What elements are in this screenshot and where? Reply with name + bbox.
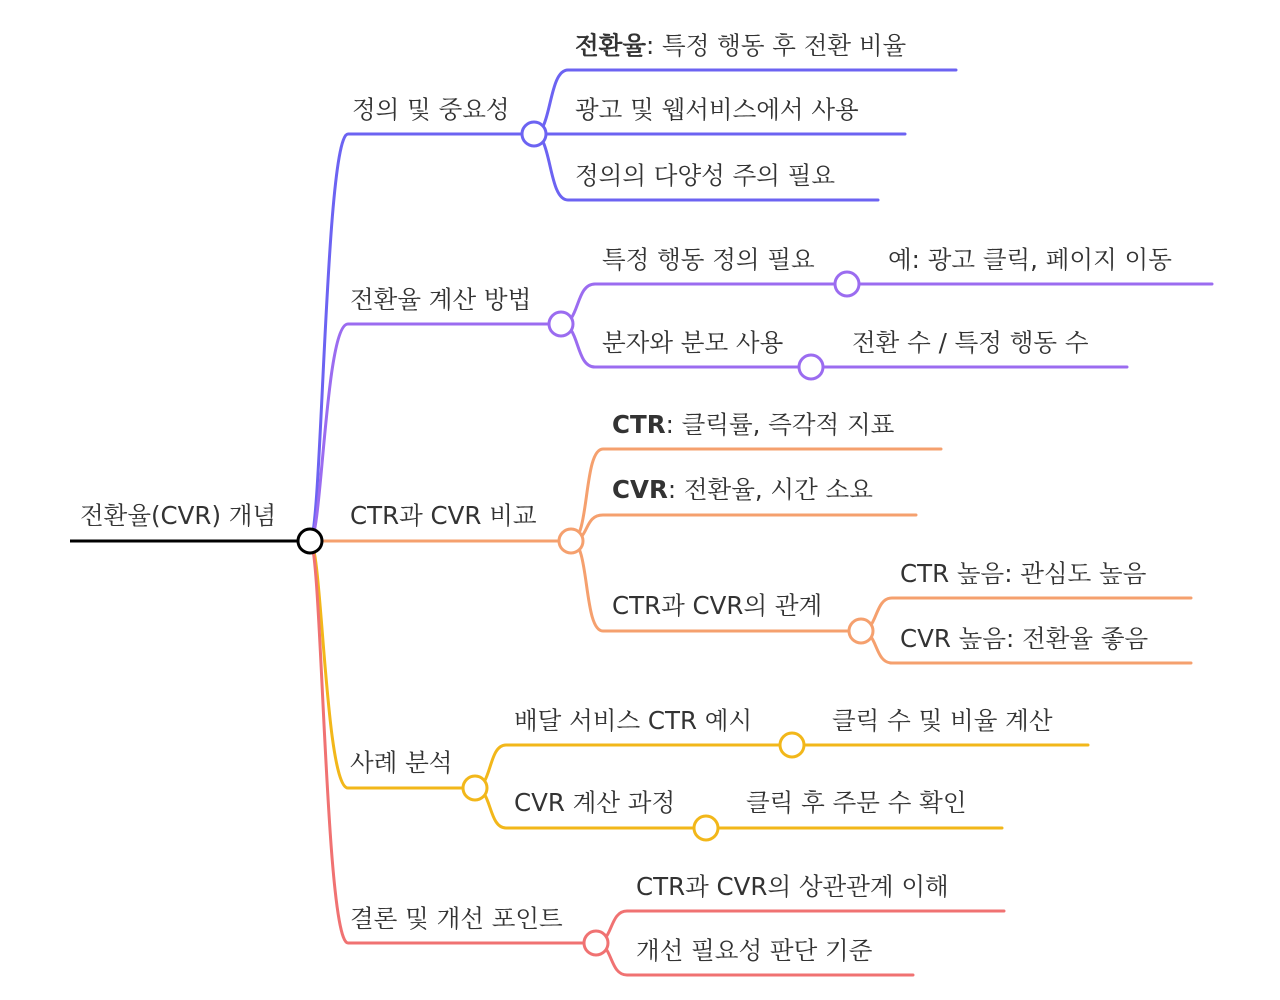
comparison-c2-rest: : 전환율, 시간 소요 [667,475,873,504]
calculation-node-circle[interactable] [549,312,573,336]
definition-node-circle[interactable] [522,122,546,146]
definition-c1-bold: 전환율 [575,31,647,60]
edge-case-c1 [475,745,792,788]
case-c2-label: CVR 계산 과정 [514,788,676,817]
definition-c1-label [575,31,907,60]
conclusion-label: 결론 및 개선 포인트 [350,904,563,933]
conclusion-c2-label: 개선 필요성 판단 기준 [636,936,873,965]
conclusion-c1-label: CTR과 CVR의 상관관계 이해 [636,872,949,901]
comparison-c2-label [612,475,873,504]
case-c2-node-circle[interactable] [694,816,718,840]
case-node-circle[interactable] [463,776,487,800]
comparison-label: CTR과 CVR 비교 [350,501,537,530]
comparison-c3-g1-label: CTR 높음: 관심도 높음 [900,559,1147,588]
definition-c1-rest: : 특정 행동 후 전환 비율 [646,31,907,60]
root-node-circle[interactable] [298,529,322,553]
conclusion-node-circle[interactable] [584,931,608,955]
definition-c2-label: 광고 및 웹서비스에서 사용 [575,95,859,124]
calculation-c2-label: 분자와 분모 사용 [602,328,784,357]
calculation-c2-g1-label: 전환 수 / 특정 행동 수 [852,328,1089,357]
edge-comparison-c2 [571,515,916,541]
edge-root-conclusion [310,541,596,943]
calculation-label: 전환율 계산 방법 [350,285,532,314]
edge-calculation-c1 [561,284,847,324]
root-label: 전환율(CVR) 개념 [80,501,277,530]
comparison-c1-rest: : 클릭률, 즉각적 지표 [665,410,895,439]
case-c2-g1-label: 클릭 후 주문 수 확인 [746,788,967,817]
case-label: 사례 분석 [350,748,453,777]
comparison-c2-bold: CVR [612,475,668,504]
comparison-c3-node-circle[interactable] [849,619,873,643]
case-c1-node-circle[interactable] [780,733,804,757]
case-c1-label: 배달 서비스 CTR 예시 [514,706,753,735]
definition-label: 정의 및 중요성 [352,95,510,124]
calculation-c1-label: 특정 행동 정의 필요 [602,245,815,274]
calculation-c2-node-circle[interactable] [799,355,823,379]
comparison-c1-bold: CTR [612,410,666,439]
edge-root-definition [310,134,534,541]
comparison-c1-label [612,410,895,439]
case-c1-g1-label: 클릭 수 및 비율 계산 [832,706,1053,735]
definition-c3-label: 정의의 다양성 주의 필요 [575,161,836,190]
comparison-node-circle[interactable] [559,529,583,553]
comparison-c3-label: CTR과 CVR의 관계 [612,591,823,620]
calculation-c1-g1-label: 예: 광고 클릭, 페이지 이동 [888,245,1172,274]
comparison-c3-g2-label: CVR 높음: 전환율 좋음 [900,624,1149,653]
calculation-c1-node-circle[interactable] [835,272,859,296]
